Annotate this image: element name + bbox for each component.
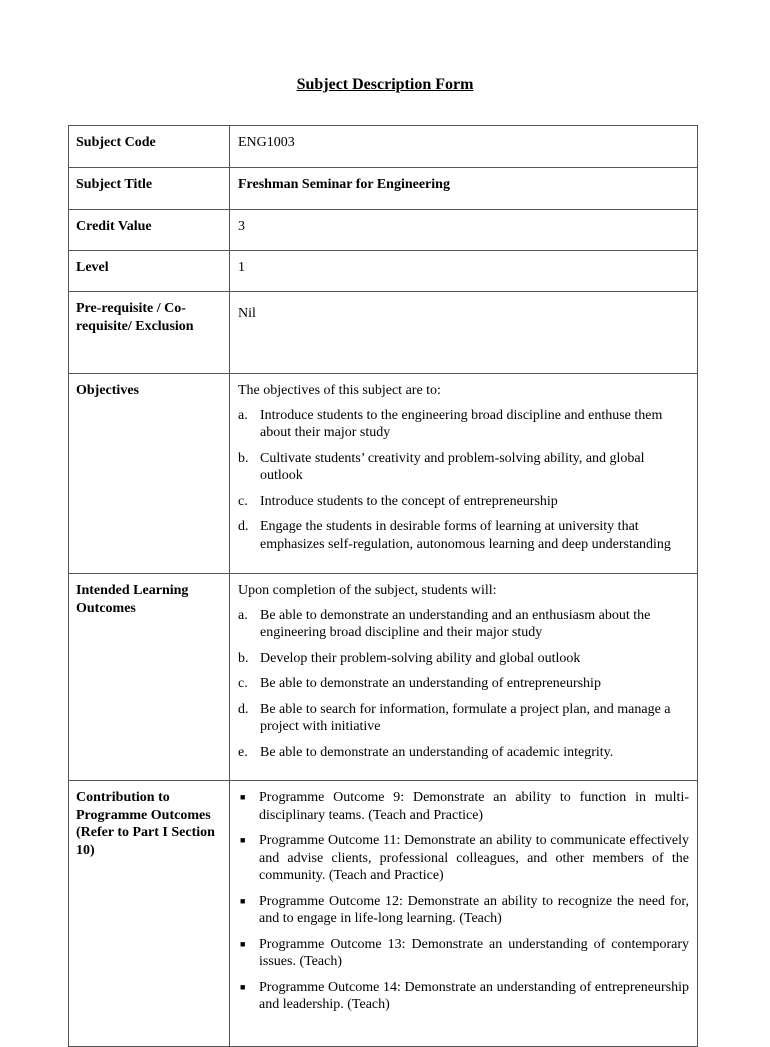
list-marker: a. — [238, 407, 248, 423]
ilo-intro: Upon completion of the subject, students will: — [238, 583, 497, 598]
level-label: Level — [69, 251, 230, 292]
list-item — [238, 407, 689, 442]
list-item — [238, 744, 689, 762]
list-item-text: Programme Outcome 13: Demonstrate an understanding of contemporary issues. (Teach) — [259, 936, 689, 969]
list-item — [238, 936, 689, 971]
page-title: Subject Description Form — [296, 76, 474, 93]
table-row — [69, 210, 698, 251]
prerequisite-value: Nil — [230, 292, 698, 374]
subject-code-value: ENG1003 — [230, 126, 698, 168]
table-row — [69, 781, 698, 1047]
list-marker: b. — [238, 450, 249, 466]
contribution-content — [230, 781, 698, 1047]
programme-outcomes-list — [238, 789, 689, 1014]
list-marker: c. — [238, 493, 248, 509]
prerequisite-label: Pre-requisite / Co-requisite/ Exclusion — [69, 292, 230, 374]
objectives-label: Objectives — [69, 374, 230, 574]
objectives-list — [238, 407, 689, 554]
list-item — [238, 789, 689, 824]
list-marker: b. — [238, 650, 249, 666]
table-row — [69, 251, 698, 292]
table-row — [69, 574, 698, 781]
credit-value: 3 — [230, 210, 698, 251]
list-item-text: Be able to demonstrate an understanding of entrepreneurship — [260, 676, 601, 691]
square-bullet-icon: ■ — [240, 981, 246, 992]
level-value: 1 — [230, 251, 698, 292]
contribution-label: Contribution to Programme Outcomes (Refer to Part I Section 10) — [69, 781, 230, 1047]
list-item — [238, 450, 689, 485]
list-item-text: Be able to demonstrate an understanding and an enthusiasm about the engineering broad discipline and their major study — [260, 607, 651, 640]
list-item-text: Be able to demonstrate an understanding of academic integrity. — [260, 744, 614, 760]
ilo-list — [238, 607, 689, 762]
table-row — [69, 374, 698, 574]
subject-title-label: Subject Title — [69, 168, 230, 210]
list-marker: d. — [238, 519, 249, 534]
list-item — [238, 518, 689, 553]
list-item-text: Engage the students in desirable forms of learning at university that emphasizes self-regulation, autonomous learning and deep understanding — [260, 519, 671, 552]
subject-description-table — [68, 125, 698, 1047]
list-marker: d. — [238, 701, 249, 717]
square-bullet-icon: ■ — [240, 895, 246, 906]
ilo-label: Intended Learning Outcomes — [69, 574, 230, 781]
square-bullet-icon: ■ — [240, 792, 246, 802]
objectives-intro: The objectives of this subject are to: — [238, 383, 441, 398]
objectives-content — [230, 374, 698, 574]
list-item — [238, 893, 689, 928]
list-item — [238, 701, 689, 736]
list-item-text: Programme Outcome 12: Demonstrate an ability to recognize the need for, and to engage in life-long learning. (Teach) — [259, 893, 689, 926]
list-item-text: Programme Outcome 14: Demonstrate an understanding of entrepreneurship and leadership. (Teach) — [259, 979, 689, 1012]
table-row — [69, 168, 698, 210]
list-marker: e. — [238, 744, 248, 760]
list-item-text: Cultivate students’ creativity and problem-solving ability, and global outlook — [260, 450, 645, 483]
list-item-text: Introduce students to the engineering broad discipline and enthuse them about their major study — [260, 407, 663, 440]
list-item-text: Programme Outcome 9: Demonstrate an ability to function in multi-disciplinary teams. (Teach and Practice) — [259, 790, 689, 823]
list-item — [238, 493, 689, 511]
subject-title-value: Freshman Seminar for Engineering — [230, 168, 698, 210]
table-row — [69, 126, 698, 168]
list-item — [238, 650, 689, 668]
table-row — [69, 292, 698, 374]
list-item-text: Programme Outcome 11: Demonstrate an ability to communicate effectively and advise clients, professional colleagues, and other members of the community. (Teach and Practice) — [259, 833, 689, 883]
list-item — [238, 675, 689, 693]
list-item — [238, 607, 689, 642]
list-item-text: Introduce students to the concept of entrepreneurship — [260, 493, 558, 509]
square-bullet-icon: ■ — [240, 835, 246, 845]
ilo-content — [230, 574, 698, 781]
list-item-text: Develop their problem-solving ability and global outlook — [260, 650, 581, 666]
list-marker: c. — [238, 676, 248, 691]
list-marker: a. — [238, 607, 248, 623]
credit-value-label: Credit Value — [69, 210, 230, 251]
subject-code-label: Subject Code — [69, 126, 230, 168]
list-item-text: Be able to search for information, formulate a project plan, and manage a project with initiative — [260, 701, 671, 734]
list-item — [238, 832, 689, 885]
square-bullet-icon: ■ — [240, 938, 246, 949]
list-item — [238, 979, 689, 1014]
